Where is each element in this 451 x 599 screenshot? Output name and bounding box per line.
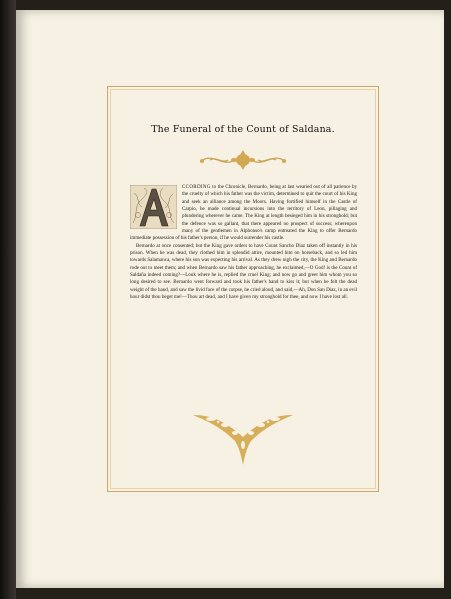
- foliate-tailpiece-icon: [191, 411, 295, 467]
- paragraph-1: [130, 184, 357, 243]
- paragraph-2: Bernardo at once consented; but the King gave orders to have Count Sancho Diaz taken off instantly in his prison. When he was dead, they clothed him in splendid attire, mounted him on horseback, and so led him towards Salamanca, where his son was expecting his arrival. As they drew nigh the city, the King and Bernardo rode out to meet them; and when Bernardo saw his father approaching, he exclaimed,—O God! is the Count of Saldaña indeed coming?—Look where he is, replied the cruel King; and now go and greet him whom you so long desired to see. Bernardo went forward and took his father's hand to kiss it; but when he felt the dead weight of the hand, and saw the livid face of the corpse, he cried aloud, and said,—Ah, Don San Diaz, in an evil hour didst thou beget me!—Thou art dead, and I have given my stronghold for thee, and now I have lost all.: [130, 242, 357, 301]
- body-text: [130, 184, 357, 302]
- paragraph-1-text: to the Chronicle, Bernardo, being at last wearied out of all patience by the cruelty of which his father was the victim, determined to quit the court of his King and seek an alliance among the Moors. Having fortified himself in the Castle of Carpio, he made continual incursions into the territory of Leon, pillaging and plundering wherever he came. The King at length besieged him in his stronghold; but the defence was so gallant, that there appeared no prospect of success; whereupon many of the gentlemen in Alphonso's camp entreated the King to offer Bernardo immediate possession of his father's person, if he would surrender his castle.: [130, 184, 357, 242]
- book-binding: [0, 0, 16, 599]
- illuminated-letter-icon: [130, 185, 177, 229]
- scroll-flourish-icon: [198, 148, 288, 172]
- drop-cap: [130, 185, 177, 229]
- lead-in-caps: CCORDING: [182, 184, 211, 190]
- chapter-title: The Funeral of the Count of Saldana.: [151, 124, 335, 135]
